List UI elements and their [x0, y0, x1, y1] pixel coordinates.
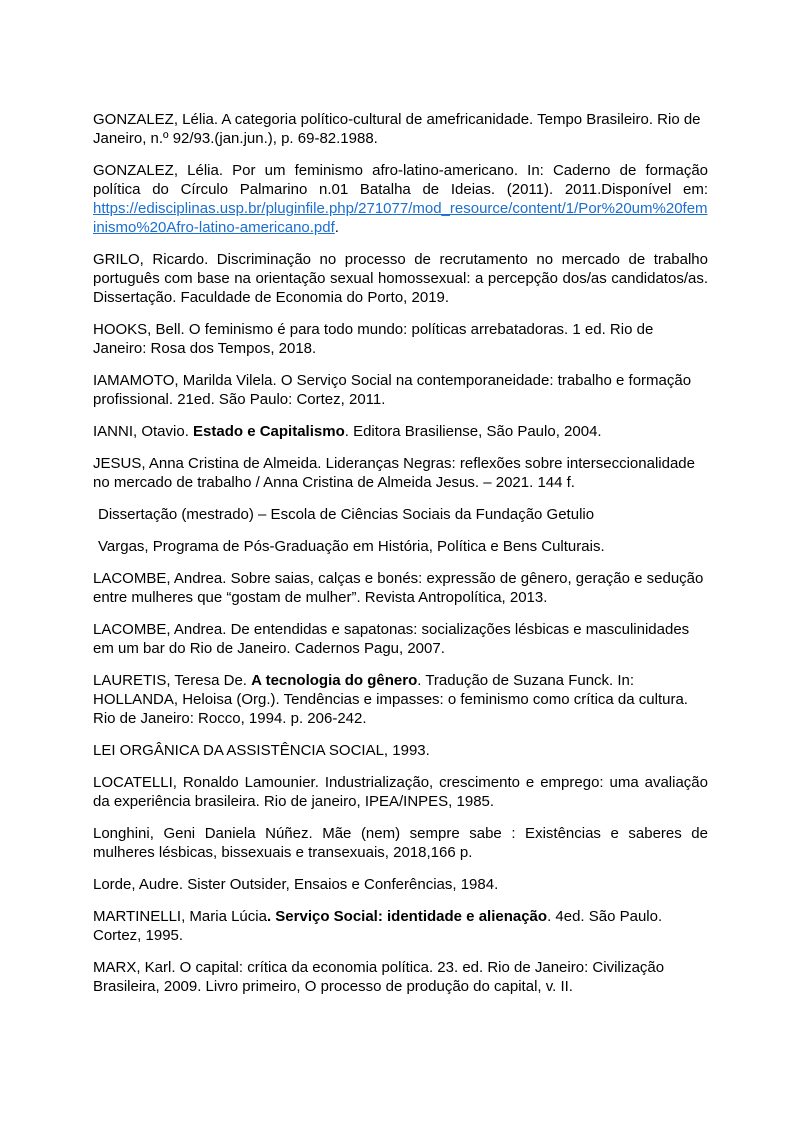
reference-entry — [93, 537, 708, 556]
text-run: Dissertação (mestrado) – Escola de Ciências Sociais da Fundação Getulio — [98, 506, 595, 523]
reference-entry — [93, 161, 708, 237]
text-run: . Editora Brasiliense, São Paulo, 2004. — [344, 423, 602, 440]
text-run: LACOMBE, Andrea. De entendidas e sapatonas: socializações lésbicas e masculinidades em um bar do Rio de Janeiro. Cadernos Pagu, 2007. — [93, 621, 690, 657]
reference-entry — [93, 320, 708, 358]
text-run: . Tradução de Suzana Funck. In: HOLLANDA, Heloisa (Org.). Tendências e impasses: o feminismo como crítica da cultura. Rio de Janeiro: Rocco, 1994. p. 206-242. — [93, 672, 688, 727]
text-run: HOOKS, Bell. O feminismo é para todo mundo: políticas arrebatadoras. 1 ed. Rio de Janeiro: Rosa dos Tempos, 2018. — [93, 321, 654, 357]
text-run: MARX, Karl. O capital: crítica da economia política. 23. ed. Rio de Janeiro: Civilização Brasileira, 2009. Livro primeiro, O processo de produção do capital, v. II. — [93, 959, 665, 995]
reference-entry — [93, 907, 708, 945]
bold-text-run: A tecnologia do gênero — [251, 672, 418, 689]
text-run: MARTINELLI, Maria Lúcia — [93, 908, 267, 925]
reference-entry — [93, 741, 708, 760]
bold-text-run: . Serviço Social: identidade e alienação — [266, 908, 548, 925]
reference-entry — [93, 875, 708, 894]
reference-entry — [93, 620, 708, 658]
text-run: LEI ORGÂNICA DA ASSISTÊNCIA SOCIAL, 1993. — [93, 742, 430, 759]
reference-entry — [93, 569, 708, 607]
text-run: IAMAMOTO, Marilda Vilela. O Serviço Social na contemporaneidade: trabalho e formação profissional. 21ed. São Paulo: Cortez, 2011. — [93, 372, 692, 408]
text-run: . 4ed. São Paulo. Cortez, 1995. — [93, 908, 663, 944]
references-list — [93, 110, 708, 1009]
reference-entry — [93, 371, 708, 409]
text-run: GONZALEZ, Lélia. Por um feminismo afro-latino-americano. In: Caderno de formação política do Círculo Palmarino n.01 Batalha de Ideias. (2011). 2011.Disponível em: — [93, 162, 708, 198]
text-run: Lorde, Audre. Sister Outsider, Ensaios e Conferências, 1984. — [93, 876, 499, 893]
reference-entry — [93, 824, 708, 862]
text-run: LOCATELLI, Ronaldo Lamounier. Industrialização, crescimento e emprego: uma avaliação da experiência brasileira. Rio de janeiro, IPEA/INPES, 1985. — [93, 774, 708, 810]
text-run: GONZALEZ, Lélia. A categoria político-cultural de amefricanidade. Tempo Brasileiro. Rio de Janeiro, n.º 92/93.(jan.jun.), p. 69-82.1988. — [93, 111, 701, 147]
text-run: JESUS, Anna Cristina de Almeida. Lideranças Negras: reflexões sobre interseccionalidade no mercado de trabalho / Anna Cristina de Almeida Jesus. – 2021. 144 f. — [93, 455, 695, 491]
reference-entry — [93, 505, 708, 524]
reference-entry — [93, 250, 708, 307]
reference-entry — [93, 773, 708, 811]
text-run: LACOMBE, Andrea. Sobre saias, calças e bonés: expressão de gênero, geração e sedução entre mulheres que “gostam de mulher”. Revista Antropolítica, 2013. — [93, 570, 704, 606]
text-run: LAURETIS, Teresa De. — [93, 672, 252, 689]
reference-entry — [93, 110, 708, 148]
reference-entry — [93, 454, 708, 492]
text-run: IANNI, Otavio. — [93, 423, 194, 440]
reference-entry — [93, 422, 708, 441]
text-run: . — [334, 219, 339, 236]
text-run: GRILO, Ricardo. Discriminação no processo de recrutamento no mercado de trabalho português com base na orientação sexual homossexual: a percepção dos/as candidatos/as. Dissertação. Faculdade de Economia do Porto, 2019. — [93, 251, 708, 306]
text-run: Longhini, Geni Daniela Núñez. Mãe (nem) sempre sabe : Existências e saberes de mulheres lésbicas, bissexuais e transexuais, 2018,166 p. — [93, 825, 708, 861]
reference-entry — [93, 958, 708, 996]
bold-text-run: Estado e Capitalismo — [193, 423, 345, 440]
reference-entry — [93, 671, 708, 728]
hyperlink[interactable]: https://edisciplinas.usp.br/pluginfile.php/271077/mod_resource/content/1/Por%20um%20feminismo%20Afro-latino-americano.pdf — [93, 200, 708, 236]
text-run: Vargas, Programa de Pós-Graduação em História, Política e Bens Culturais. — [98, 538, 605, 555]
